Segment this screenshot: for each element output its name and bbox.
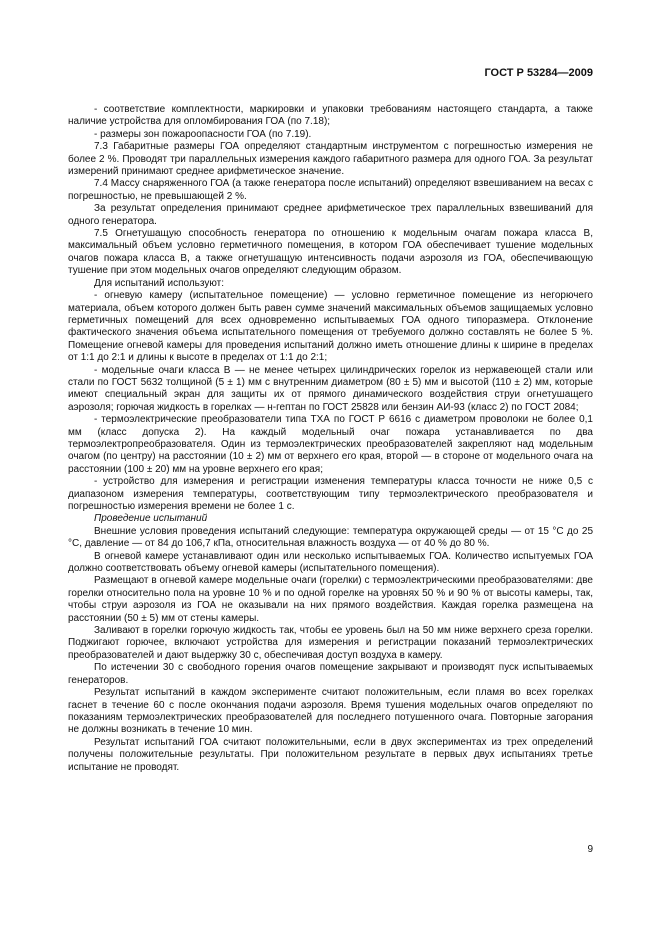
paragraph: За результат определения принимают среднее арифметическое трех параллельных взвешиваний для одного генератора.: [68, 203, 593, 227]
paragraph: Заливают в горелки горючую жидкость так, чтобы ее уровень был на 50 мм ниже верхнего среза горелки. Поджигают горючее, включают устройства для измерения и регистрации показаний термоэлектрических преобразователей и дают выдержку 30 с, обеспечивая доступ воздуха в камеру.: [68, 625, 593, 661]
paragraph: 7.4 Массу снаряженного ГОА (а также генератора после испытаний) определяют взвешиванием на весах с погрешностью, не превышающей 2 %.: [68, 178, 593, 202]
paragraph: Для испытаний используют:: [94, 277, 224, 289]
paragraph: - огневую камеру (испытательное помещение) — условно герметичное помещение из негорючего материала, объем которого должен быть равен сумме значений максимальных объемов защищаемых условно герметичных помещений для всех одновременно испытываемых ГОА одного типоразмера. Отклонение фактического значения объема испытательного помещения от требуемого должно составлять не более 5 %. Помещение огневой камеры для проведения испытаний должно иметь отношение длины к ширине в пределах от 1:1 до 2:1 и длины к высоте в пределах от 1:1 до 2:1;: [68, 290, 593, 364]
paragraph: - устройство для измерения и регистрации изменения температуры класса точности не ниже 0,5 с диапазоном измерения температуры, соответствующим типу термоэлектрического преобразователя и погрешностью измерения времени не более 1 с.: [68, 476, 593, 512]
paragraph: В огневой камере устанавливают один или несколько испытываемых ГОА. Количество испытуемых ГОА должно соответствовать объему огневой камеры (испытательного помещения).: [68, 550, 593, 575]
paragraph: - термоэлектрические преобразователи типа ТХА по ГОСТ Р 6616 с диаметром проволоки не более 0,1 мм (класс допуска 2). На каждый модельный очаг пожара устанавливается по два термоэлектропреобразователя. Один из термоэлектрических преобразователей закрепляют над модельным очагом (по центру) на расстоянии (10 ± 2) мм от верхнего его края, второй — в стороне от модельного очага на расстоянии (100 ± 20) мм на уровне верхнего его края;: [68, 414, 593, 475]
paragraph: - размеры зон пожароопасности ГОА (по 7.19).: [94, 128, 312, 140]
paragraph: Результат испытаний ГОА считают положительными, если в двух экспериментах из трех определений получены положительные результаты. При положительном результате в первых двух испытаниях третье испытание не проводят.: [68, 736, 593, 773]
paragraph: - соответствие комплектности, маркировки и упаковки требованиям настоящего стандарта, а также наличие устройства для опломбирования ГОА (по 7.18);: [68, 104, 593, 128]
paragraph: 7.3 Габаритные размеры ГОА определяют стандартным инструментом с погрешностью измерения не более 2 %. Проводят три параллельных измерения каждого габаритного размера для одного ГОА. За результат измерений принимают среднее арифметическое значение.: [68, 141, 593, 178]
paragraph: Внешние условия проведения испытаний следующие: температура окружающей среды — от 15 °С до 25 °С, давление — от 84 до 106,7 кПа, относительная влажность воздуха — от 40 % до 80 %.: [68, 525, 593, 550]
document-body: [68, 104, 593, 774]
paragraph: Результат испытаний в каждом эксперименте считают положительным, если пламя во всех горелках гаснет в течение 60 с после окончания подачи аэрозоля. Время тушения модельных очагов определяют по показаниям термоэлектрических преобразователей для последнего потушенного очага. Повторные загорания не должны возникать в течение 10 мин.: [68, 687, 593, 736]
paragraph: - модельные очаги класса В — не менее четырех цилиндрических горелок из нержавеющей стали или стали по ГОСТ 5632 толщиной (5 ± 1) мм с внутренним диаметром (80 ± 5) мм и высотой (110 ± 2) мм, которые имеют специальный экран для защиты их от прямого динамического воздействия струи огнетушащего аэрозоля; горючая жидкость в горелках — н-гептан по ГОСТ 25828 или бензин АИ-93 (класс 2) по ГОСТ 2084;: [68, 364, 593, 413]
page-number: 9: [587, 844, 593, 855]
paragraph: По истечении 30 с свободного горения очагов помещение закрывают и производят пуск испытываемых генераторов.: [68, 662, 593, 686]
standard-header: ГОСТ Р 53284—2009: [484, 67, 593, 79]
paragraph: Размещают в огневой камере модельные очаги (горелки) с термоэлектрическими преобразователями: две горелки относительно пола на уровне 10 % и по одной горелке на уровнях 50 % и 90 % от высоты камеры, так, чтобы струи аэрозоля из ГОА не оказывали на них прямого воздействия. Каждая горелка размещена на расстоянии (50 ± 5) мм от стены камеры.: [68, 575, 593, 624]
section-heading: Проведение испытаний: [94, 513, 208, 525]
paragraph: 7.5 Огнетушащую способность генератора по отношению к модельным очагам пожара класса В, максимальный объем условно герметичного помещения, в котором ГОА обеспечивает тушение модельных очагов пожара класса В, а также огнетушащую интенсивность подачи аэрозоля из ГОА, обеспечивающую тушение при этом модельных очагов определяют следующим образом.: [68, 228, 593, 277]
